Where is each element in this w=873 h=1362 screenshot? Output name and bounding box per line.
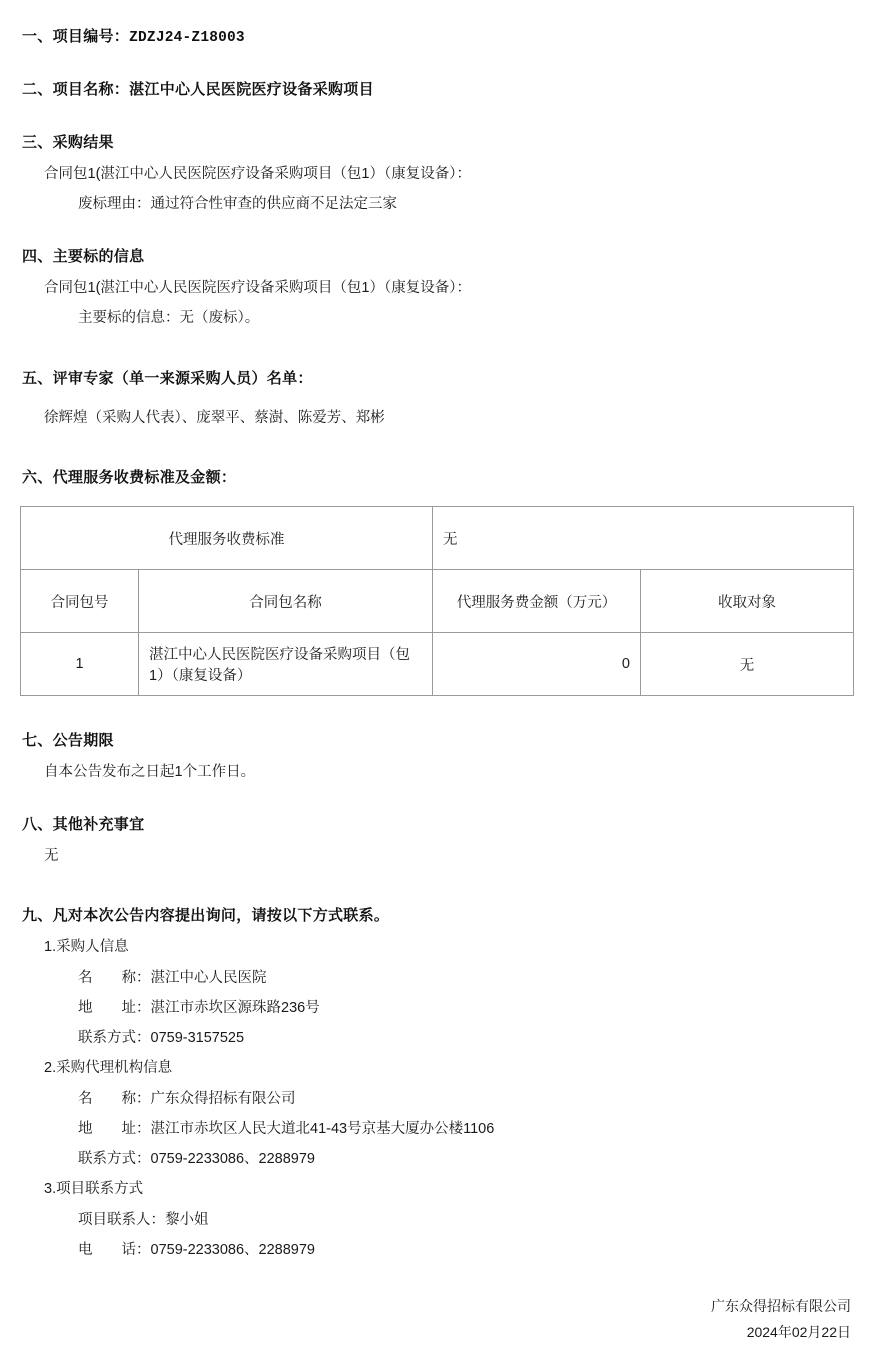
cell-package-name: 湛江中心人民医院医疗设备采购项目（包1）（康复设备） — [139, 633, 433, 696]
column-header-payer: 收取对象 — [641, 570, 854, 633]
section-heading: 七、公告期限 — [22, 732, 114, 750]
section-main-subject-info — [20, 238, 853, 334]
contact-field — [78, 964, 853, 994]
section-other-matters — [20, 806, 853, 871]
table-header-row — [21, 570, 854, 633]
fee-standard-label: 代理服务收费标准 — [21, 507, 433, 570]
contact-group-project — [44, 1174, 853, 1265]
contact-field-value: 湛江市赤坎区人民大道北41-43号京基大厦办公楼1106 — [150, 1120, 495, 1137]
section-heading: 五、评审专家（单一来源采购人员）名单： — [22, 369, 313, 387]
fee-standard-value: 无 — [433, 507, 854, 570]
contact-field-value: 湛江市赤坎区源珠路236号 — [150, 999, 320, 1016]
section-heading: 六、代理服务收费标准及金额： — [22, 469, 237, 487]
contact-field — [78, 994, 853, 1024]
contact-field-label: 联系方式： — [78, 1150, 151, 1167]
section-heading-label: 二、项目名称： — [22, 81, 130, 98]
section-heading: 三、采购结果 — [22, 134, 114, 151]
package-line: 合同包1(湛江中心人民医院医疗设备采购项目（包1）（康复设备）： — [44, 279, 471, 296]
contact-field — [78, 1024, 853, 1054]
section-heading: 九、凡对本次公告内容提出询问，请按以下方式联系。 — [22, 907, 390, 925]
column-header-fee-amount: 代理服务费金额（万元） — [433, 570, 641, 633]
footer-date: 2024年02月22日 — [746, 1324, 851, 1341]
contact-field-value: 0759-3157525 — [150, 1029, 245, 1046]
cell-package-no: 1 — [21, 633, 139, 696]
subject-detail-line: 主要标的信息：无（废标）。 — [78, 310, 260, 327]
section-procurement-result — [20, 124, 853, 220]
contact-field-label: 项目联系人： — [78, 1212, 165, 1229]
contact-group-title: 3.项目联系方式 — [44, 1181, 144, 1198]
contact-field-label: 地 址： — [78, 999, 151, 1016]
footer-company: 广东众得招标有限公司 — [711, 1297, 851, 1314]
column-header-package-no: 合同包号 — [21, 570, 139, 633]
contact-group-purchaser — [44, 932, 853, 1053]
contact-field-label: 地 址： — [78, 1120, 151, 1137]
column-header-package-name: 合同包名称 — [139, 570, 433, 633]
section-review-experts — [20, 360, 853, 433]
contact-field — [78, 1115, 853, 1145]
contact-field — [78, 1206, 853, 1236]
package-line: 合同包1(湛江中心人民医院医疗设备采购项目（包1）（康复设备）： — [44, 166, 471, 182]
section-project-name — [20, 71, 853, 106]
section-contact — [20, 897, 853, 1265]
section-heading: 八、其他补充事宜 — [22, 815, 145, 833]
contact-field-value: 广东众得招标有限公司 — [150, 1091, 296, 1108]
section-heading: 四、主要标的信息 — [22, 247, 145, 265]
announcement-period-text: 自本公告发布之日起1个工作日。 — [44, 764, 256, 781]
contact-field-label: 电 话： — [78, 1241, 151, 1258]
cell-payer: 无 — [641, 633, 854, 696]
contact-field-label: 名 称： — [78, 970, 151, 987]
section-project-number — [20, 18, 853, 53]
contact-field-label: 名 称： — [78, 1091, 151, 1108]
result-detail-line: 废标理由：通过符合性审查的供应商不足法定三家 — [78, 196, 397, 213]
section-heading-label: 一、项目编号： — [22, 28, 130, 45]
table-row — [21, 633, 854, 696]
section-announcement-period — [20, 722, 853, 787]
contact-field-label: 联系方式： — [78, 1029, 151, 1046]
project-name-value: 湛江中心人民医院医疗设备采购项目 — [129, 81, 374, 98]
agency-fee-table — [20, 506, 854, 696]
expert-name-list: 徐辉煌（采购人代表）、庞翠平、蔡澍、陈爱芳、郑彬 — [44, 409, 385, 426]
section-heading — [20, 18, 853, 53]
other-matters-text: 无 — [44, 847, 59, 864]
contact-group-title: 1.采购人信息 — [44, 939, 129, 956]
section-agency-fee — [20, 459, 853, 696]
contact-field-value: 黎小姐 — [165, 1212, 209, 1229]
contact-field-value: 0759-2233086、2288979 — [150, 1241, 315, 1258]
document-footer — [711, 1293, 851, 1346]
contact-field-value: 湛江中心人民医院 — [150, 970, 267, 987]
cell-fee-amount: 0 — [433, 633, 641, 696]
contact-field — [78, 1085, 853, 1115]
contact-group-agency — [44, 1053, 853, 1174]
contact-group-title: 2.采购代理机构信息 — [44, 1060, 173, 1077]
project-number-value: ZDZJ24-Z18003 — [129, 30, 245, 46]
section-heading — [20, 71, 853, 106]
contact-field — [78, 1145, 853, 1175]
contact-field — [78, 1236, 853, 1266]
contact-field-value: 0759-2233086、2288979 — [150, 1150, 315, 1167]
table-row — [21, 507, 854, 570]
